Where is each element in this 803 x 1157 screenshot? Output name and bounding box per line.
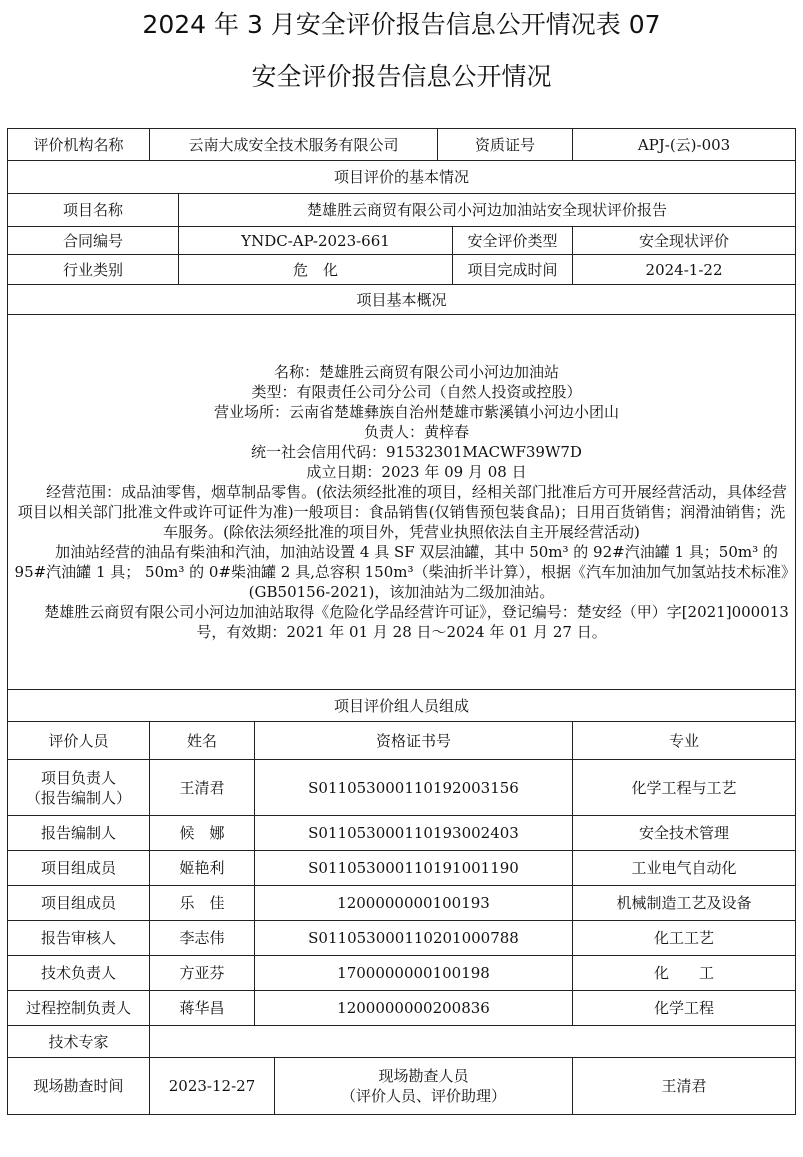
industry-label: 行业类别 — [8, 255, 179, 285]
team-major: 机械制造工艺及设备 — [573, 886, 796, 921]
disclosure-table — [7, 128, 796, 1115]
team-name: 方亚芬 — [150, 956, 255, 991]
survey-staff-label-line2: （评价人员、评价助理） — [341, 1087, 507, 1105]
team-role: 项目组成员 — [8, 851, 150, 886]
contract-label: 合同编号 — [8, 227, 179, 255]
overview-line-type: 类型：有限责任公司分公司（自然人投资或控股） — [251, 383, 582, 401]
survey-staff-label-line1: 现场勘查人员 — [378, 1067, 469, 1085]
team-cert: 1700000000100198 — [255, 956, 573, 991]
overview-line-scope: 经营范围：成品油零售，烟草制品零售。(依法须经批准的项目，经相关部门批准后方可开展经营活动，具体经营项目以相关部门批准文件或许可证件为准)一般项目：食品销售(仅销售预包装食品)；日用百货销售；润滑油销售；洗车服务。(除依法须经批准的项目外，凭营业执照依法自主开展经营活动) — [17, 483, 787, 541]
team-cert: S011053000110201000788 — [255, 921, 573, 956]
table-row — [8, 921, 796, 956]
table-row — [8, 886, 796, 921]
team-cert: 1200000000100193 — [255, 886, 573, 921]
contract-value: YNDC-AP-2023-661 — [179, 227, 453, 255]
team-role: 技术负责人 — [8, 956, 150, 991]
team-major: 工业电气自动化 — [573, 851, 796, 886]
survey-time-label: 现场勘查时间 — [8, 1058, 150, 1115]
team-name: 蒋华昌 — [150, 991, 255, 1026]
overview-line-address: 营业场所：云南省楚雄彝族自治州楚雄市紫溪镇小河边小团山 — [214, 403, 620, 421]
project-name-value: 楚雄胜云商贸有限公司小河边加油站安全现状评价报告 — [179, 194, 796, 227]
team-role-line1: 项目负责人 — [40, 768, 116, 787]
team-role: 过程控制负责人 — [8, 991, 150, 1026]
team-role-line2: （报告编制人） — [25, 788, 131, 807]
team-cert: S011053000110192003156 — [255, 760, 573, 816]
team-header-role: 评价人员 — [8, 722, 150, 760]
survey-staff-label — [275, 1058, 573, 1115]
team-name: 乐 佳 — [150, 886, 255, 921]
project-name-label: 项目名称 — [8, 194, 179, 227]
overview-line-name: 名称：楚雄胜云商贸有限公司小河边加油站 — [274, 363, 560, 381]
table-row — [8, 991, 796, 1026]
team-name: 李志伟 — [150, 921, 255, 956]
survey-time-value: 2023-12-27 — [150, 1058, 275, 1115]
org-name-value: 云南大成安全技术服务有限公司 — [150, 129, 438, 161]
overview-line-tanks: 加油站经营的油品有柴油和汽油，加油站设置 4 具 SF 双层油罐，其中 50m³ 的 92#汽油罐 1 具；50m³ 的 95#汽油罐 1 具； 50m³ 的 0#柴油罐 2 具,总容积 150m³（柴油折半计算），根据《汽车加油加气加氢站技术标准》(GB50156-2021)，该加油站为二级加油站。 — [14, 543, 789, 601]
team-header-major: 专业 — [573, 722, 796, 760]
team-major: 安全技术管理 — [573, 816, 796, 851]
team-major: 化学工程与工艺 — [573, 760, 796, 816]
team-role — [8, 760, 150, 816]
team-cert: S011053000110193002403 — [255, 816, 573, 851]
team-role: 报告审核人 — [8, 921, 150, 956]
org-name-label: 评价机构名称 — [8, 129, 150, 161]
overview-line-license: 楚雄胜云商贸有限公司小河边加油站取得《危险化学品经营许可证》，登记编号：楚安经（甲）字[2021]000013 号，有效期：2021 年 01 月 28 日～2024 年 01 月 27 日。 — [44, 603, 789, 641]
cert-label: 资质证号 — [438, 129, 573, 161]
eval-type-value: 安全现状评价 — [573, 227, 796, 255]
expert-value — [150, 1026, 796, 1058]
team-role: 项目组成员 — [8, 886, 150, 921]
team-name: 王清君 — [150, 760, 255, 816]
table-row — [8, 760, 796, 816]
overview-section-title: 项目基本概况 — [8, 285, 796, 315]
overview-line-manager: 负责人：黄梓春 — [364, 423, 470, 441]
document-title: 2024 年 3 月安全评价报告信息公开情况表 07 — [142, 10, 661, 39]
complete-time-value: 2024-1-22 — [573, 255, 796, 285]
industry-value: 危 化 — [179, 255, 453, 285]
team-cert: S011053000110191001190 — [255, 851, 573, 886]
overview-line-founded: 成立日期：2023 年 09 月 08 日 — [306, 463, 527, 481]
table-row — [8, 816, 796, 851]
overview-line-credit-code: 统一社会信用代码：91532301MACWF39W7D — [251, 443, 582, 461]
team-header-cert: 资格证书号 — [255, 722, 573, 760]
team-name: 姬艳利 — [150, 851, 255, 886]
team-cert: 1200000000200836 — [255, 991, 573, 1026]
team-header-name: 姓名 — [150, 722, 255, 760]
document-subtitle: 安全评价报告信息公开情况 — [251, 62, 552, 91]
table-row — [8, 851, 796, 886]
team-major: 化学工程 — [573, 991, 796, 1026]
team-major: 化工工艺 — [573, 921, 796, 956]
expert-label: 技术专家 — [8, 1026, 150, 1058]
complete-time-label: 项目完成时间 — [453, 255, 573, 285]
team-name: 候 娜 — [150, 816, 255, 851]
survey-staff-value: 王清君 — [573, 1058, 796, 1115]
team-major: 化 工 — [573, 956, 796, 991]
basic-section-title: 项目评价的基本情况 — [8, 161, 796, 194]
eval-type-label: 安全评价类型 — [453, 227, 573, 255]
team-role: 报告编制人 — [8, 816, 150, 851]
team-section-title: 项目评价组人员组成 — [8, 690, 796, 722]
table-row — [8, 956, 796, 991]
cert-value: APJ-(云)-003 — [573, 129, 796, 161]
overview-content — [8, 315, 796, 690]
